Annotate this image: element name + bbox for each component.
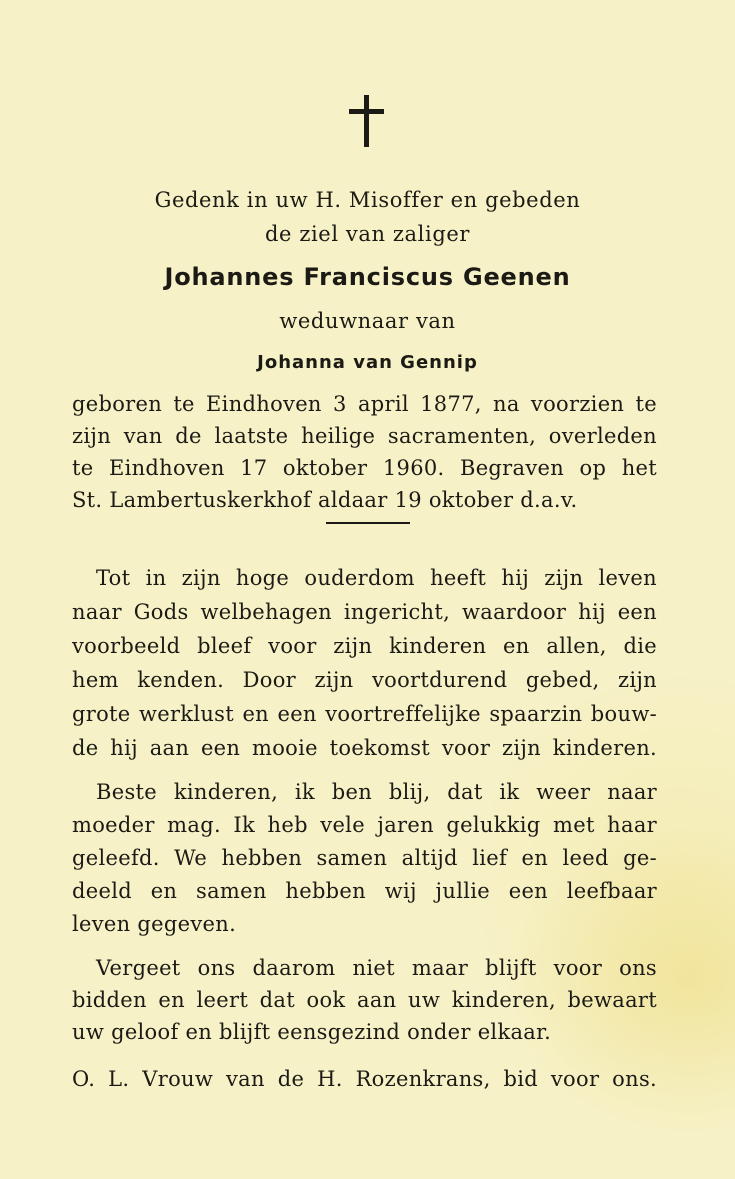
spouse-name: Johanna van Gennip <box>257 352 478 373</box>
cross-icon <box>347 95 387 147</box>
paragraph2-line: moeder mag. Ik heb vele jaren gelukkig met haar <box>72 813 657 837</box>
intro-line-2: de ziel van zaliger <box>264 222 471 246</box>
paragraph1-line: naar Gods welbehagen ingericht, waardoor hij een <box>72 600 657 624</box>
divider <box>326 522 410 524</box>
intro-line-1: Gedenk in uw H. Misoffer en gebeden <box>154 188 581 212</box>
paragraph1-line: de hij aan een mooie toekomst voor zijn kinderen. <box>72 736 657 760</box>
paragraph1-line: Tot in zijn hoge ouderdom heeft hij zijn leven <box>96 566 657 590</box>
relation-text: weduwnaar van <box>279 309 456 333</box>
facts-line: geboren te Eindhoven 3 april 1877, na voorzien te <box>72 392 657 416</box>
paragraph1-line: grote werklust en een voortreffelijke spaarzin bouw- <box>72 702 657 726</box>
paragraph3-line: uw geloof en blijft eensgezind onder elkaar. <box>72 1020 552 1044</box>
paragraph2-line: geleefd. We hebben samen altijd lief en leed ge- <box>72 846 657 870</box>
facts-line: te Eindhoven 17 oktober 1960. Begraven op het <box>72 456 657 480</box>
paragraph2-line: leven gegeven. <box>72 912 237 936</box>
closing-prayer: O. L. Vrouw van de H. Rozenkrans, bid voor ons. <box>72 1067 657 1091</box>
paragraph3-line: Vergeet ons daarom niet maar blijft voor ons <box>96 956 657 980</box>
paragraph2-line: Beste kinderen, ik ben blij, dat ik weer naar <box>96 780 657 804</box>
deceased-name: Johannes Franciscus Geenen <box>164 263 571 291</box>
facts-line: zijn van de laatste heilige sacramenten, overleden <box>72 424 657 448</box>
paragraph1-line: hem kenden. Door zijn voortdurend gebed, zijn <box>72 668 657 692</box>
paragraph3-line: bidden en leert dat ook aan uw kinderen, bewaart <box>72 988 657 1012</box>
facts-line: St. Lambertuskerkhof aldaar 19 oktober d.a.v. <box>72 488 578 512</box>
paragraph2-line: deeld en samen hebben wij jullie een leefbaar <box>72 879 657 903</box>
paragraph1-line: voorbeeld bleef voor zijn kinderen en allen, die <box>72 634 657 658</box>
